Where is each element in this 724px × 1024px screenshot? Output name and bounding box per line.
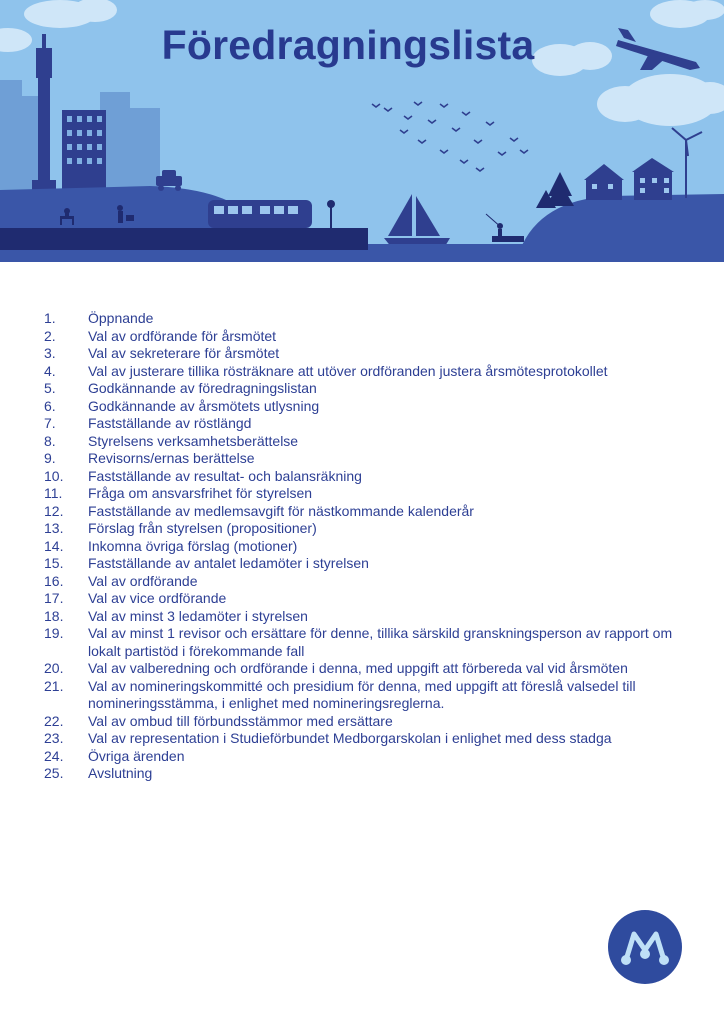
list-item: [44, 538, 684, 556]
list-item: [44, 345, 684, 363]
list-item: [44, 468, 684, 486]
item-text: Val av representation i Studieförbundet Medborgarskolan i enlighet med dess stadga: [88, 730, 612, 746]
list-item: [44, 765, 684, 783]
item-text: Val av valberedning och ordförande i denna, med uppgift att förbereda val vid årsmöten: [88, 660, 628, 676]
item-number: 13.: [44, 520, 64, 536]
list-item: [44, 520, 684, 538]
item-number: 4.: [44, 362, 56, 379]
list-item: [44, 748, 684, 766]
item-number: 16.: [44, 572, 64, 589]
item-text: Fastställande av resultat- och balansräkning: [88, 467, 362, 484]
item-text: Val av ordförande: [88, 572, 198, 589]
item-number: 10.: [44, 467, 64, 484]
item-number: 14.: [44, 537, 64, 554]
item-text: Val av ombud till förbundsstämmor med ersättare: [88, 712, 393, 729]
item-number: 3.: [44, 345, 56, 361]
item-text: Fråga om ansvarsfrihet för styrelsen: [88, 485, 313, 501]
list-item: [44, 573, 684, 591]
item-text: Styrelsens verksamhetsberättelse: [88, 432, 299, 449]
item-number: 7.: [44, 415, 56, 431]
item-text: Godkännande av årsmötets utlysning: [88, 397, 320, 414]
item-number: 20.: [44, 660, 64, 676]
item-text: Fastställande av antalet ledamöter i styrelsen: [88, 555, 369, 571]
list-item: [44, 328, 684, 346]
item-text: Val av justerare tillika rösträknare att utöver ordföranden justera årsmötesprotokollet: [88, 362, 608, 379]
list-item: [44, 415, 684, 433]
list-item: [44, 485, 684, 503]
item-text: Fastställande av medlemsavgift för nästkommande kalenderår: [88, 502, 474, 519]
item-number: 1.: [44, 310, 56, 326]
list-item: [44, 363, 684, 381]
list-item: [44, 450, 684, 468]
item-text: Öppnande: [88, 310, 154, 326]
item-text: Val av minst 3 ledamöter i styrelsen: [88, 607, 308, 624]
item-text: Val av minst 1 revisor och ersättare för denne, tillika särskild granskningsperson av rapport om lokalt partistöd i förekommande fall: [88, 625, 673, 659]
agenda-list: [44, 310, 684, 783]
item-number: 11.: [44, 485, 63, 501]
list-item: [44, 608, 684, 626]
item-text: Val av ordförande för årsmötet: [88, 327, 277, 344]
item-number: 2.: [44, 327, 56, 344]
item-text: Revisorns/ernas berättelse: [88, 450, 255, 466]
item-text: Godkännande av föredragningslistan: [88, 380, 317, 396]
list-item: [44, 380, 684, 398]
item-number: 21.: [44, 677, 64, 694]
list-item: [44, 625, 684, 660]
list-item: [44, 398, 684, 416]
list-item: [44, 730, 684, 748]
item-number: 25.: [44, 765, 64, 781]
list-item: [44, 713, 684, 731]
item-number: 9.: [44, 450, 56, 466]
train-icon: [208, 200, 312, 228]
item-text: Val av nomineringskommitté och presidium för denna, med uppgift att föreslå valsedel till nomineringsstämma, i enlighet med nomineringsreglerna.: [88, 677, 636, 711]
item-number: 8.: [44, 432, 56, 449]
item-text: Avslutning: [88, 765, 153, 781]
moderaterna-logo-icon: [608, 910, 682, 984]
item-number: 19.: [44, 625, 64, 641]
item-number: 23.: [44, 730, 64, 746]
list-item: [44, 590, 684, 608]
page-title: Föredragningslista: [161, 22, 535, 68]
item-number: 24.: [44, 747, 64, 764]
item-number: 5.: [44, 380, 56, 396]
item-number: 6.: [44, 397, 56, 414]
item-text: Inkomna övriga förslag (motioner): [88, 537, 298, 554]
item-text: Val av vice ordförande: [88, 590, 227, 606]
list-item: [44, 310, 684, 328]
item-number: 22.: [44, 712, 64, 729]
list-item: [44, 555, 684, 573]
list-item: [44, 433, 684, 451]
item-number: 12.: [44, 502, 64, 519]
list-item: [44, 503, 684, 521]
item-text: Övriga ärenden: [88, 747, 185, 764]
item-text: Val av sekreterare för årsmötet: [88, 345, 280, 361]
item-text: Förslag från styrelsen (propositioner): [88, 520, 317, 536]
list-item: [44, 660, 684, 678]
item-number: 17.: [44, 590, 64, 606]
item-number: 18.: [44, 607, 64, 624]
list-item: [44, 678, 684, 713]
item-number: 15.: [44, 555, 64, 571]
item-text: Fastställande av röstlängd: [88, 415, 252, 431]
